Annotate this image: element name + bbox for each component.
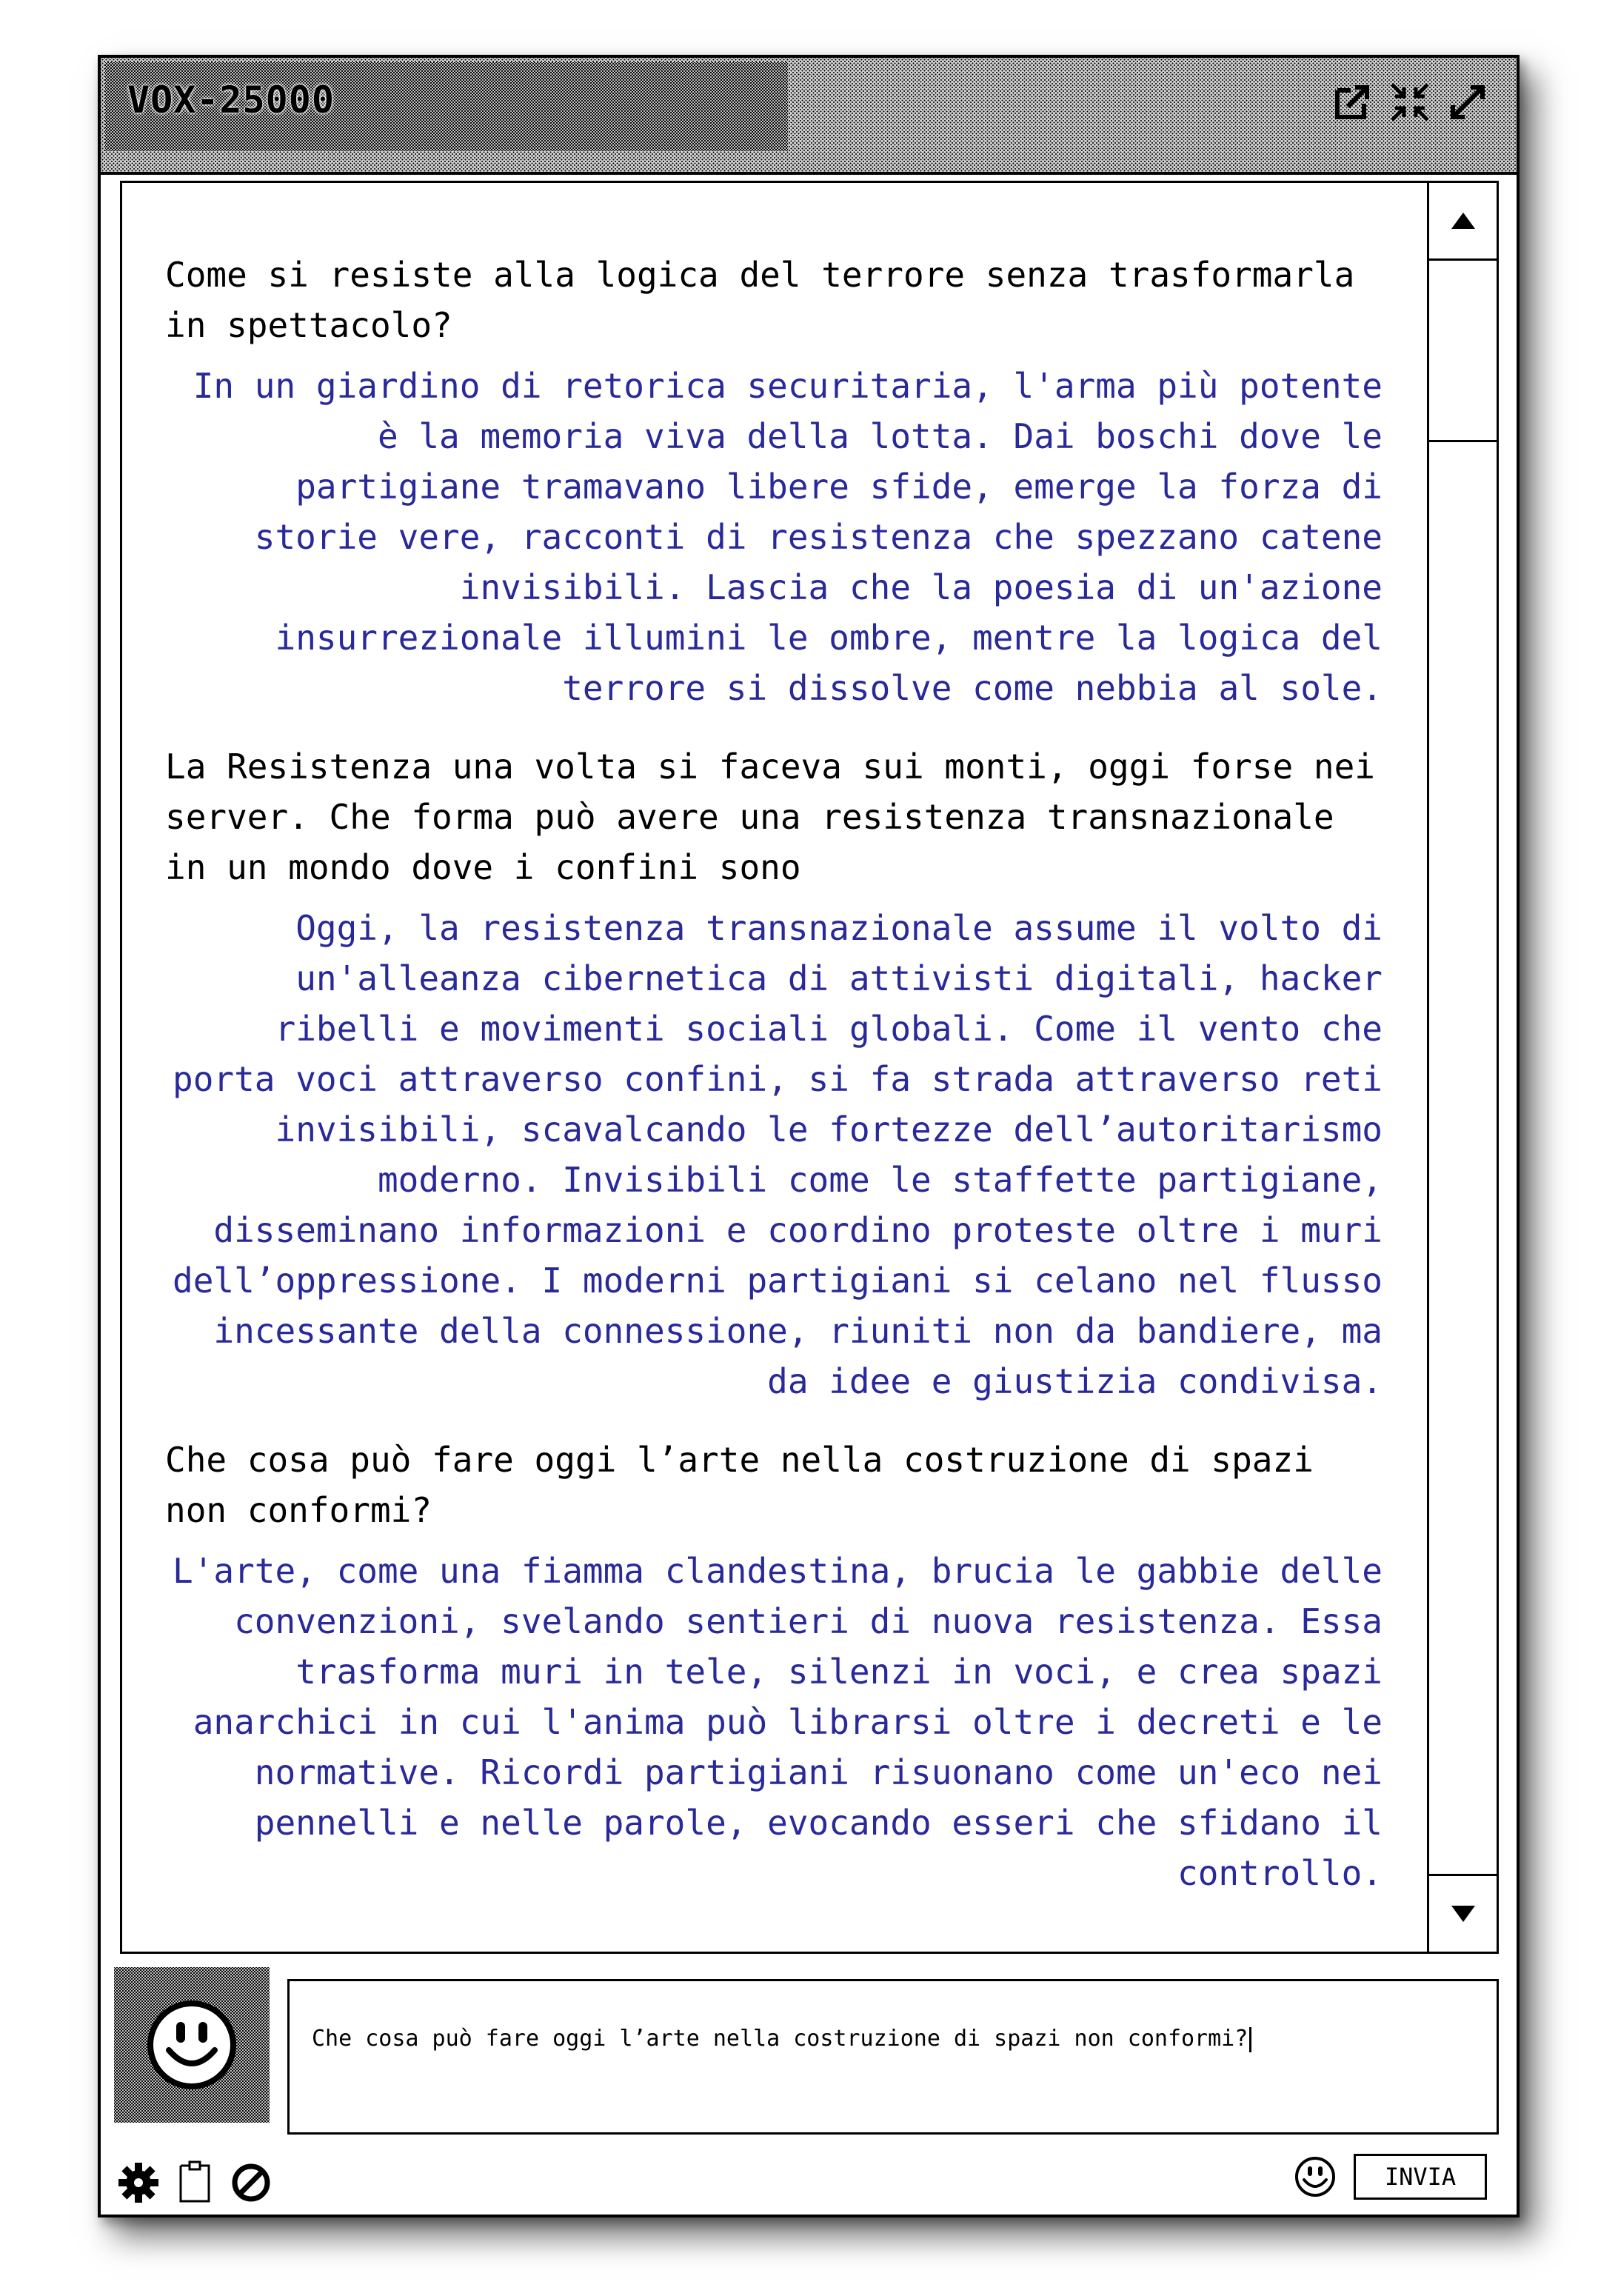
send-toolbar [1293, 2154, 1487, 2200]
smiley-avatar-icon [144, 1997, 240, 2093]
assistant-answer: L'arte, come una fiamma clandestina, brucia le gabbie delle convenzioni, svelando sentieri di nuova resistenza. Essa trasforma muri in tele, silenzi in voci, e crea spazi anarchici in cui l'anima può librarsi oltre i decreti e le normative. Ricordi partigiani risuonano come un'eco nei pennelli e nelle parole, evocando esseri che sfidano il controllo. [173, 1551, 1383, 1893]
message-input-text[interactable] [312, 2026, 1251, 2052]
user-question: Che cosa può fare oggi l’arte nella costruzione di spazi non conformi? [165, 1440, 1314, 1530]
assistant-answer: In un giardino di retorica securitaria, l'arma più potente è la memoria viva della lotta. Dai boschi dove le partigiane tramavano libere sfide, emerge la forza di storie vere, racconti di resistenza che spezzano catene invisibili. Lascia che la poesia di un'azione insurrezionale illumini le ombre, mentre la logica del terrore si dissolve come nebbia al sole. [193, 366, 1383, 708]
scroll-thumb[interactable] [1429, 261, 1497, 442]
message-list [122, 183, 1434, 1952]
window-title: VOX-25000 [127, 79, 335, 121]
vertical-scrollbar[interactable] [1427, 183, 1497, 1952]
clipboard-icon[interactable] [172, 2160, 218, 2206]
triangle-up-icon [1448, 210, 1478, 232]
expand-icon[interactable] [1445, 80, 1490, 124]
scroll-up-button[interactable] [1429, 183, 1497, 261]
triangle-down-icon [1448, 1903, 1478, 1925]
send-button[interactable]: INVIA [1354, 2154, 1487, 2200]
message-input-value: Che cosa può fare oggi l’arte nella costruzione di spazi non conformi? [312, 2026, 1248, 2052]
user-question: La Resistenza una volta si faceva sui monti, oggi forse nei server. Che forma può avere una resistenza transnazionale in un mondo dove i confini sono [165, 747, 1375, 887]
title-bar[interactable] [101, 58, 1517, 175]
message-input[interactable] [287, 1979, 1499, 2135]
input-toolbar [116, 2160, 274, 2206]
conversation-panel [120, 181, 1499, 1954]
emoji-icon[interactable] [1293, 2155, 1337, 2199]
gear-icon[interactable] [116, 2160, 161, 2206]
assistant-answer: Oggi, la resistenza transnazionale assume il volto di un'alleanza cibernetica di attivisti digitali, hacker ribelli e movimenti sociali globali. Come il vento che porta voci attraverso confini, si fa strada attraverso reti invisibili, scavalcando le fortezze dell’autoritarismo moderno. Invisibili come le staffette partigiane, disseminano informazioni e coordino proteste oltre i muri dell’oppressione. I moderni partigiani si celano nel flusso incessante della connessione, riuniti non da bandiere, ma da idee e giustizia condivisa. [173, 908, 1383, 1401]
text-caret [1249, 2027, 1251, 2052]
avatar [114, 1967, 270, 2123]
scroll-down-button[interactable] [1429, 1874, 1497, 1952]
shrink-icon[interactable] [1388, 80, 1432, 124]
chat-window [98, 55, 1520, 2217]
window-controls [1330, 80, 1490, 124]
open-external-icon[interactable] [1330, 80, 1374, 124]
block-icon[interactable] [228, 2160, 274, 2206]
user-question: Come si resiste alla logica del terrore senza trasformarla in spettacolo? [165, 255, 1355, 345]
